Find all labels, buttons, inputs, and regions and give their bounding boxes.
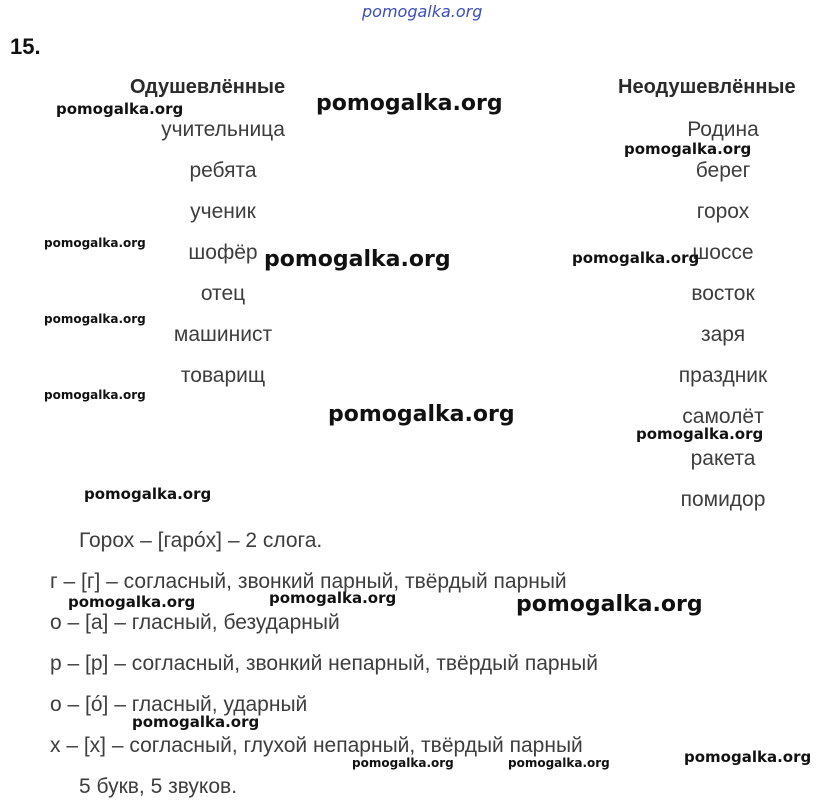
heading-inanimate: Неодушевлённые xyxy=(618,76,796,98)
word-animate: ученик xyxy=(190,200,256,223)
watermark: pomogalka.org xyxy=(269,589,397,607)
word-inanimate: праздник xyxy=(678,364,768,387)
heading-animate: Одушевлённые xyxy=(130,76,286,98)
watermark: pomogalka.org xyxy=(624,140,752,158)
watermark: pomogalka.org xyxy=(684,748,812,766)
analysis-summary: 5 букв, 5 звуков. xyxy=(79,775,238,798)
watermark: pomogalka.org xyxy=(572,249,700,267)
word-inanimate: самолёт xyxy=(682,405,764,428)
watermark: pomogalka.org xyxy=(44,236,146,250)
word-animate: ребята xyxy=(189,159,257,182)
word-animate: товарищ xyxy=(180,364,266,387)
watermark: pomogalka.org xyxy=(636,425,764,443)
analysis-line: о – [а] – гласный, безударный xyxy=(50,611,340,634)
watermark: pomogalka.org xyxy=(328,402,515,427)
watermark: pomogalka.org xyxy=(44,312,146,326)
watermark: pomogalka.org xyxy=(516,592,703,617)
word-inanimate: горох xyxy=(696,200,750,223)
exercise-number: 15. xyxy=(10,34,41,59)
watermark: pomogalka.org xyxy=(44,388,146,402)
word-inanimate: шоссе xyxy=(692,241,754,264)
watermark-top: pomogalka.org xyxy=(362,2,483,21)
word-animate: отец xyxy=(200,282,246,305)
word-inanimate: ракета xyxy=(690,447,756,470)
analysis-line: х – [х] – согласный, глухой непарный, твёрдый парный xyxy=(50,734,583,757)
watermark: pomogalka.org xyxy=(508,756,610,770)
word-animate: шофёр xyxy=(188,241,258,264)
analysis-line: о – [ó] – гласный, ударный xyxy=(50,693,308,716)
word-animate: учительница xyxy=(161,118,285,141)
word-inanimate: помидор xyxy=(680,488,766,511)
word-inanimate: Родина xyxy=(687,118,759,141)
analysis-line: г – [г] – согласный, звонкий парный, твёрдый парный xyxy=(50,570,567,593)
analysis-title: Горох – [гарóх] – 2 слога. xyxy=(79,529,323,552)
word-inanimate: берег xyxy=(695,159,751,182)
watermark: pomogalka.org xyxy=(316,91,503,116)
word-inanimate: восток xyxy=(691,282,755,305)
watermark: pomogalka.org xyxy=(132,713,260,731)
word-animate: машинист xyxy=(173,323,273,346)
watermark: pomogalka.org xyxy=(56,100,184,118)
word-inanimate: заря xyxy=(700,323,746,346)
watermark: pomogalka.org xyxy=(84,485,212,503)
analysis-line: р – [р] – согласный, звонкий непарный, твёрдый парный xyxy=(50,652,598,675)
watermark: pomogalka.org xyxy=(68,593,196,611)
watermark: pomogalka.org xyxy=(352,756,454,770)
watermark: pomogalka.org xyxy=(264,247,451,272)
